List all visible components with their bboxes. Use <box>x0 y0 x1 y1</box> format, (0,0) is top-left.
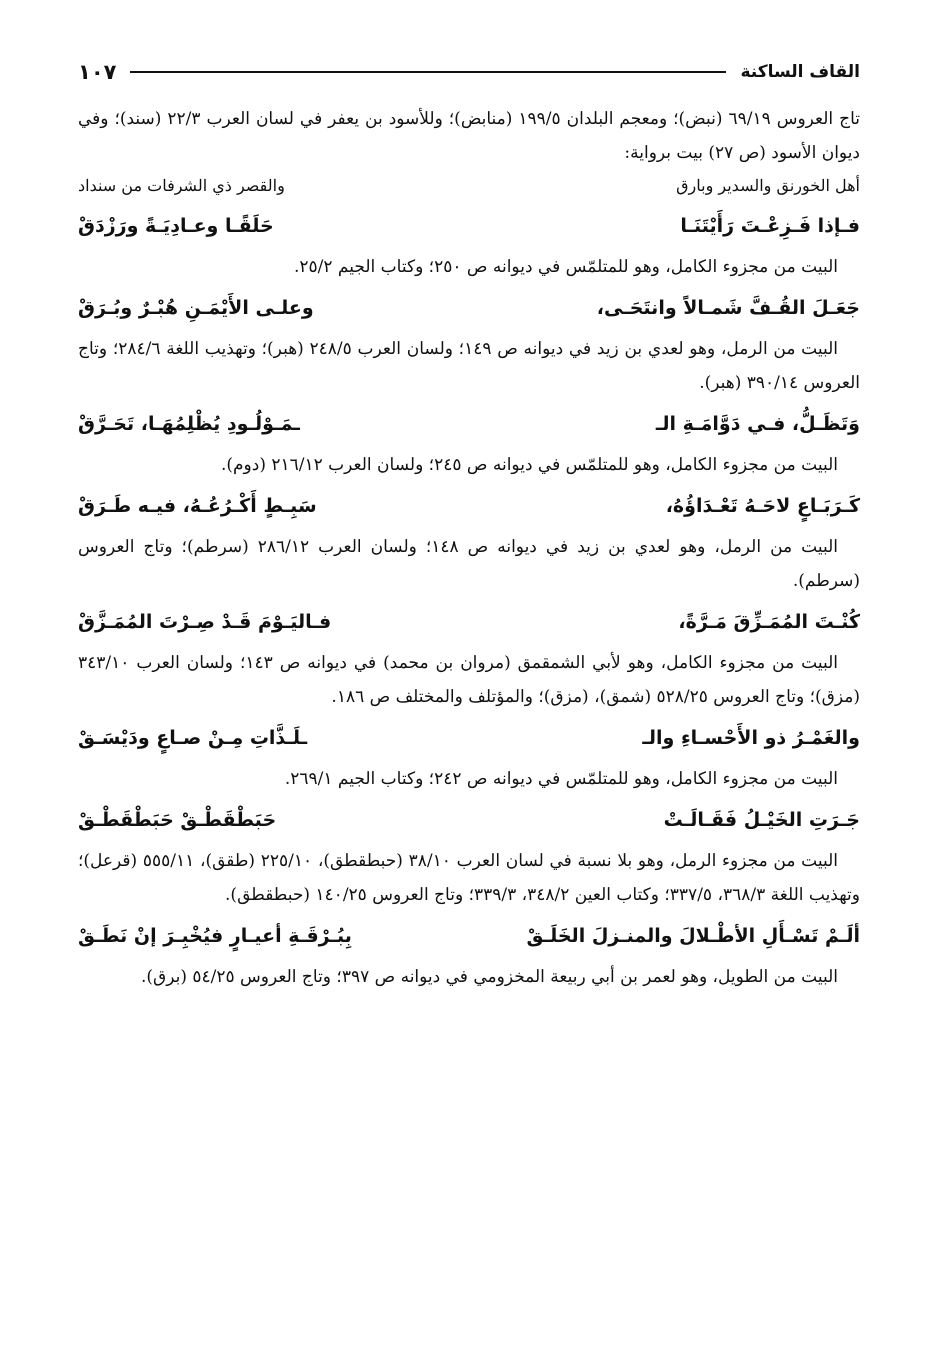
verse-hemistich-right: جَعَـلَ القُـفَّ شَمـالاً وانتَحَـى، <box>596 297 860 319</box>
verse-note-4: البيت من الرمل، وهو لعدي بن زيد في ديوانه ص ١٤٨؛ ولسان العرب ٢٨٦/١٢ (سرطم)؛ وتاج العروس (سرطم). <box>78 537 860 591</box>
chapter-title: القاف الساكنة <box>740 62 860 82</box>
verse-hemistich-left: بِبُـرْقَـةِ أعيـارٍ فيُخْبِـرَ إنْ نَطَـقْ <box>78 925 352 947</box>
verse-hemistich-left: حَبَطْقَطْـقْ حَبَطْقَطْـقْ <box>78 809 277 831</box>
verse-hemistich-left: ـلَـذَّاتِ مِـنْ صـاعٍ ودَيْسَـقْ <box>78 727 308 749</box>
verse-8 <box>78 912 860 960</box>
verse-hemistich-right: والغَمْـرُ ذو الأَحْسـاءِ والـ <box>642 727 860 749</box>
verse-hemistich-right: كُنْـتَ المُمَـزِّقَ مَـرَّةً، <box>678 611 860 633</box>
verse-6 <box>78 714 860 762</box>
page-header <box>78 52 860 92</box>
verse-1 <box>78 202 860 250</box>
verse-note-5: البيت من مجزوء الكامل، وهو لأبي الشمقمق (مروان بن محمد) في ديوانه ص ١٤٣؛ ولسان العرب ٣٤٣/١٠ (مزق)؛ وتاج العروس ٥٢٨/٢٥ (شمق)، (مزق)؛ والمؤتلف والمختلف ص ١٨٦. <box>78 653 860 707</box>
verse-hemistich-right: أهل الخورنق والسدير وبارق <box>676 176 860 195</box>
variant-verse <box>78 170 860 202</box>
header-rule <box>130 71 726 73</box>
verse-note-7: البيت من مجزوء الرمل، وهو بلا نسبة في لسان العرب ٣٨/١٠ (حبطقطق)، ٢٢٥/١٠ (طقق)، ٥٥٥/١١ (قرعل)؛ وتهذيب اللغة ٣٦٨/٣، ٣٣٧/٥؛ وكتاب العين ٣٤٨/٢، ٣٣٩/٣؛ وتاج العروس ١٤٠/٢٥ (حبطقطق). <box>78 851 860 905</box>
verse-hemistich-left: وعلـى الأَيْمَـنِ هُبْـرٌ وبُـرَقْ <box>78 297 314 319</box>
verse-note-1: البيت من مجزوء الكامل، وهو للمتلمّس في ديوانه ص ٢٥٠؛ وكتاب الجيم ٢٥/٢. <box>294 257 838 277</box>
verse-2 <box>78 284 860 332</box>
verse-hemistich-left: والقصر ذي الشرفات من سنداد <box>78 176 285 195</box>
verse-note-2: البيت من الرمل، وهو لعدي بن زيد في ديوانه ص ١٤٩؛ ولسان العرب ٢٤٨/٥ (هبر)؛ وتهذيب اللغة ٢٨٤/٦؛ وتاج العروس ٣٩٠/١٤ (هبر). <box>78 339 860 393</box>
verse-note-6: البيت من مجزوء الكامل، وهو للمتلمّس في ديوانه ص ٢٤٢؛ وكتاب الجيم ٢٦٩/١. <box>284 769 838 789</box>
verse-hemistich-right: وَتَظَـلُّ، فـي دَوَّامَـةِ الـ <box>655 413 860 435</box>
verse-hemistich-left: ـمَـوْلُـودِ يُظْلِمُهَـا، تَحَـرَّقْ <box>78 413 300 435</box>
verse-note-8: البيت من الطويل، وهو لعمر بن أبي ربيعة المخزومي في ديوانه ص ٣٩٧؛ وتاج العروس ٥٤/٢٥ (برق). <box>141 967 838 987</box>
verse-hemistich-right: جَـرَتِ الخَيْـلُ فَقَـالَـتْ <box>663 809 860 831</box>
verse-4 <box>78 482 860 530</box>
verse-hemistich-right: فـإذا فَـزِعْـتَ رَأَيْتَنَـا <box>680 215 860 237</box>
verse-note-3: البيت من مجزوء الكامل، وهو للمتلمّس في ديوانه ص ٢٤٥؛ ولسان العرب ٢١٦/١٢ (دوم). <box>220 455 838 475</box>
verse-hemistich-right: كَـرَبَـاعٍ لاحَـهُ تَعْـدَاؤُهُ، <box>665 495 860 517</box>
page-number: ١٠٧ <box>78 60 117 84</box>
verse-3 <box>78 400 860 448</box>
verse-5 <box>78 598 860 646</box>
intro-text: تاج العروس ٦٩/١٩ (نبض)؛ ومعجم البلدان ١٩٩/٥ (منابض)؛ وللأسود بن يعفر في لسان العرب ٢٢/٣ (سند)؛ وفي ديوان الأسود (ص ٢٧) بيت برواية: <box>78 109 860 163</box>
verse-7 <box>78 796 860 844</box>
verse-hemistich-left: حَلَقًـا وعـادِيَـةً ورَزْدَقْ <box>78 215 274 237</box>
verse-hemistich-right: ألَـمْ تَسْـأَلِ الأطْـلالَ والمنـزلَ الخَلَـقْ <box>526 925 860 947</box>
verse-hemistich-left: سَبِـطٍ أَكْـرُعُـهُ، فيـه طَـرَقْ <box>78 495 317 517</box>
verse-hemistich-left: فـاليَـوْمَ قَـدْ صِـرْتَ المُمَـزَّقْ <box>78 611 332 633</box>
